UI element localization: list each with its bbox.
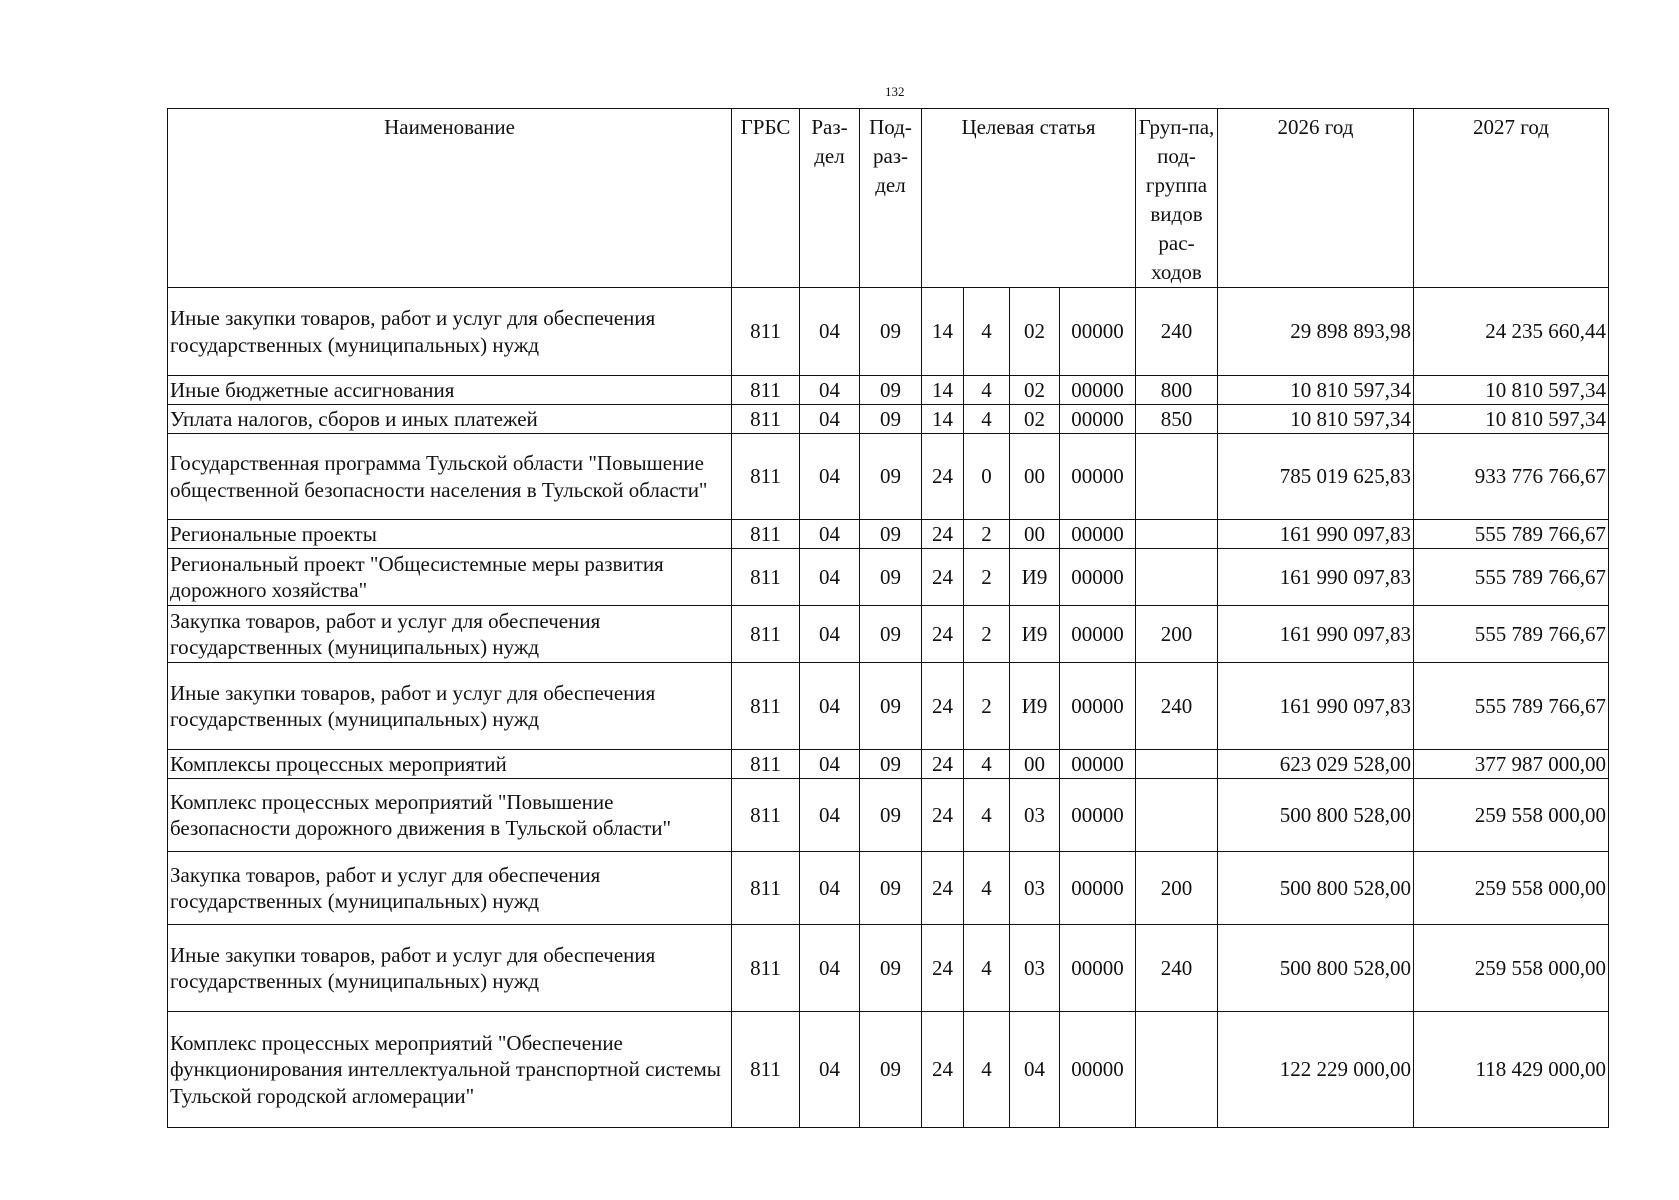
row-grbs: 811	[732, 925, 800, 1012]
row-target-program: 24	[922, 434, 964, 520]
row-target-type: 4	[964, 376, 1010, 405]
row-podrazdel: 09	[860, 1012, 922, 1128]
row-expense-group: 240	[1136, 925, 1218, 1012]
table-row	[168, 1012, 1609, 1128]
row-grbs: 811	[732, 520, 800, 549]
row-grbs: 811	[732, 852, 800, 925]
row-target-direction: 00000	[1060, 434, 1136, 520]
row-grbs: 811	[732, 405, 800, 434]
row-name: Комплекс процессных мероприятий "Повышение безопасности дорожного движения в Тульской области"	[168, 779, 732, 852]
table-header	[168, 109, 1609, 288]
row-expense-group	[1136, 549, 1218, 606]
row-razdel: 04	[800, 376, 860, 405]
row-target-item: 02	[1010, 405, 1060, 434]
row-name: Иные закупки товаров, работ и услуг для обеспечения государственных (муниципальных) нужд	[168, 925, 732, 1012]
row-amount-2026: 122 229 000,00	[1218, 1012, 1414, 1128]
row-amount-2027: 933 776 766,67	[1414, 434, 1609, 520]
row-amount-2026: 623 029 528,00	[1218, 750, 1414, 779]
row-target-direction: 00000	[1060, 520, 1136, 549]
row-expense-group: 240	[1136, 663, 1218, 750]
row-podrazdel: 09	[860, 852, 922, 925]
row-target-program: 24	[922, 1012, 964, 1128]
row-amount-2027: 24 235 660,44	[1414, 288, 1609, 376]
row-target-direction: 00000	[1060, 779, 1136, 852]
table-row	[168, 288, 1609, 376]
header-group: Груп-па, под-группа видов рас-ходов	[1136, 109, 1218, 288]
row-name: Иные бюджетные ассигнования	[168, 376, 732, 405]
row-razdel: 04	[800, 606, 860, 663]
row-amount-2027: 555 789 766,67	[1414, 549, 1609, 606]
row-amount-2027: 555 789 766,67	[1414, 663, 1609, 750]
row-target-item: 04	[1010, 1012, 1060, 1128]
table-body	[168, 288, 1609, 1128]
row-target-type: 4	[964, 852, 1010, 925]
row-target-program: 24	[922, 750, 964, 779]
table-row	[168, 434, 1609, 520]
header-razdel: Раз-дел	[800, 109, 860, 288]
row-grbs: 811	[732, 750, 800, 779]
row-expense-group	[1136, 520, 1218, 549]
row-target-type: 2	[964, 549, 1010, 606]
row-target-program: 24	[922, 520, 964, 549]
row-target-type: 4	[964, 288, 1010, 376]
row-expense-group	[1136, 750, 1218, 779]
row-podrazdel: 09	[860, 549, 922, 606]
row-target-type: 4	[964, 1012, 1010, 1128]
header-target: Целевая статья	[922, 109, 1136, 288]
row-name: Комплекс процессных мероприятий "Обеспечение функционирования интеллектуальной транспортной системы Тульской городской агломерации"	[168, 1012, 732, 1128]
row-podrazdel: 09	[860, 606, 922, 663]
row-razdel: 04	[800, 288, 860, 376]
row-amount-2026: 500 800 528,00	[1218, 852, 1414, 925]
row-amount-2026: 500 800 528,00	[1218, 925, 1414, 1012]
table-row	[168, 549, 1609, 606]
row-expense-group: 200	[1136, 606, 1218, 663]
row-target-type: 2	[964, 606, 1010, 663]
row-amount-2026: 161 990 097,83	[1218, 520, 1414, 549]
header-podrazdel: Под-раз-дел	[860, 109, 922, 288]
row-target-type: 2	[964, 663, 1010, 750]
row-target-item: 02	[1010, 376, 1060, 405]
table-row	[168, 663, 1609, 750]
row-razdel: 04	[800, 405, 860, 434]
row-amount-2026: 785 019 625,83	[1218, 434, 1414, 520]
row-podrazdel: 09	[860, 288, 922, 376]
row-razdel: 04	[800, 663, 860, 750]
row-podrazdel: 09	[860, 779, 922, 852]
row-target-type: 4	[964, 405, 1010, 434]
row-amount-2027: 377 987 000,00	[1414, 750, 1609, 779]
table-row	[168, 750, 1609, 779]
row-target-item: 03	[1010, 779, 1060, 852]
row-name: Региональные проекты	[168, 520, 732, 549]
row-target-program: 14	[922, 405, 964, 434]
row-target-program: 14	[922, 376, 964, 405]
row-target-direction: 00000	[1060, 750, 1136, 779]
row-podrazdel: 09	[860, 520, 922, 549]
table-row	[168, 779, 1609, 852]
row-razdel: 04	[800, 750, 860, 779]
page-number: 132	[885, 84, 905, 99]
table-row	[168, 606, 1609, 663]
row-name: Закупка товаров, работ и услуг для обеспечения государственных (муниципальных) нужд	[168, 852, 732, 925]
row-razdel: 04	[800, 520, 860, 549]
row-podrazdel: 09	[860, 925, 922, 1012]
row-grbs: 811	[732, 376, 800, 405]
row-podrazdel: 09	[860, 750, 922, 779]
header-name: Наименование	[168, 109, 732, 288]
row-grbs: 811	[732, 434, 800, 520]
row-target-direction: 00000	[1060, 1012, 1136, 1128]
row-expense-group	[1136, 1012, 1218, 1128]
row-grbs: 811	[732, 779, 800, 852]
row-amount-2027: 10 810 597,34	[1414, 405, 1609, 434]
row-target-item: И9	[1010, 549, 1060, 606]
row-expense-group: 240	[1136, 288, 1218, 376]
row-target-program: 24	[922, 663, 964, 750]
row-target-program: 24	[922, 779, 964, 852]
row-amount-2027: 10 810 597,34	[1414, 376, 1609, 405]
row-name: Закупка товаров, работ и услуг для обеспечения государственных (муниципальных) нужд	[168, 606, 732, 663]
row-target-direction: 00000	[1060, 925, 1136, 1012]
row-grbs: 811	[732, 288, 800, 376]
row-grbs: 811	[732, 606, 800, 663]
row-target-direction: 00000	[1060, 663, 1136, 750]
row-target-direction: 00000	[1060, 376, 1136, 405]
row-amount-2026: 29 898 893,98	[1218, 288, 1414, 376]
table-row	[168, 520, 1609, 549]
row-razdel: 04	[800, 852, 860, 925]
row-amount-2027: 555 789 766,67	[1414, 520, 1609, 549]
row-razdel: 04	[800, 925, 860, 1012]
row-grbs: 811	[732, 663, 800, 750]
row-amount-2026: 161 990 097,83	[1218, 663, 1414, 750]
row-razdel: 04	[800, 779, 860, 852]
row-podrazdel: 09	[860, 405, 922, 434]
row-expense-group	[1136, 434, 1218, 520]
row-podrazdel: 09	[860, 434, 922, 520]
table-row	[168, 376, 1609, 405]
row-amount-2027: 118 429 000,00	[1414, 1012, 1609, 1128]
row-expense-group: 800	[1136, 376, 1218, 405]
row-target-program: 24	[922, 852, 964, 925]
row-name: Комплексы процессных мероприятий	[168, 750, 732, 779]
row-name: Региональный проект "Общесистемные меры развития дорожного хозяйства"	[168, 549, 732, 606]
row-amount-2026: 10 810 597,34	[1218, 405, 1414, 434]
row-razdel: 04	[800, 434, 860, 520]
row-target-type: 0	[964, 434, 1010, 520]
row-amount-2027: 259 558 000,00	[1414, 779, 1609, 852]
row-target-item: 00	[1010, 750, 1060, 779]
row-amount-2027: 259 558 000,00	[1414, 925, 1609, 1012]
row-target-program: 14	[922, 288, 964, 376]
budget-table	[167, 108, 1609, 1128]
row-expense-group: 200	[1136, 852, 1218, 925]
row-name: Иные закупки товаров, работ и услуг для обеспечения государственных (муниципальных) нужд	[168, 663, 732, 750]
header-grbs: ГРБС	[732, 109, 800, 288]
row-target-program: 24	[922, 549, 964, 606]
row-target-item: 00	[1010, 434, 1060, 520]
row-razdel: 04	[800, 549, 860, 606]
row-amount-2026: 500 800 528,00	[1218, 779, 1414, 852]
row-amount-2027: 555 789 766,67	[1414, 606, 1609, 663]
row-podrazdel: 09	[860, 663, 922, 750]
row-name: Уплата налогов, сборов и иных платежей	[168, 405, 732, 434]
row-target-item: И9	[1010, 663, 1060, 750]
row-target-type: 4	[964, 925, 1010, 1012]
row-target-type: 4	[964, 779, 1010, 852]
row-expense-group	[1136, 779, 1218, 852]
row-target-item: 02	[1010, 288, 1060, 376]
row-grbs: 811	[732, 1012, 800, 1128]
row-target-item: 00	[1010, 520, 1060, 549]
row-target-program: 24	[922, 925, 964, 1012]
header-2027: 2027 год	[1414, 109, 1609, 288]
row-name: Иные закупки товаров, работ и услуг для обеспечения государственных (муниципальных) нужд	[168, 288, 732, 376]
table-row	[168, 925, 1609, 1012]
row-target-direction: 00000	[1060, 288, 1136, 376]
row-target-type: 2	[964, 520, 1010, 549]
row-amount-2026: 161 990 097,83	[1218, 606, 1414, 663]
table-row	[168, 405, 1609, 434]
row-amount-2026: 10 810 597,34	[1218, 376, 1414, 405]
row-target-item: И9	[1010, 606, 1060, 663]
row-expense-group: 850	[1136, 405, 1218, 434]
row-grbs: 811	[732, 549, 800, 606]
row-target-direction: 00000	[1060, 606, 1136, 663]
table-row	[168, 852, 1609, 925]
row-target-type: 4	[964, 750, 1010, 779]
row-name: Государственная программа Тульской области "Повышение общественной безопасности населения в Тульской области"	[168, 434, 732, 520]
row-amount-2027: 259 558 000,00	[1414, 852, 1609, 925]
row-target-item: 03	[1010, 852, 1060, 925]
row-amount-2026: 161 990 097,83	[1218, 549, 1414, 606]
row-target-direction: 00000	[1060, 405, 1136, 434]
row-target-direction: 00000	[1060, 852, 1136, 925]
row-razdel: 04	[800, 1012, 860, 1128]
header-2026: 2026 год	[1218, 109, 1414, 288]
row-target-direction: 00000	[1060, 549, 1136, 606]
row-podrazdel: 09	[860, 376, 922, 405]
row-target-program: 24	[922, 606, 964, 663]
row-target-item: 03	[1010, 925, 1060, 1012]
